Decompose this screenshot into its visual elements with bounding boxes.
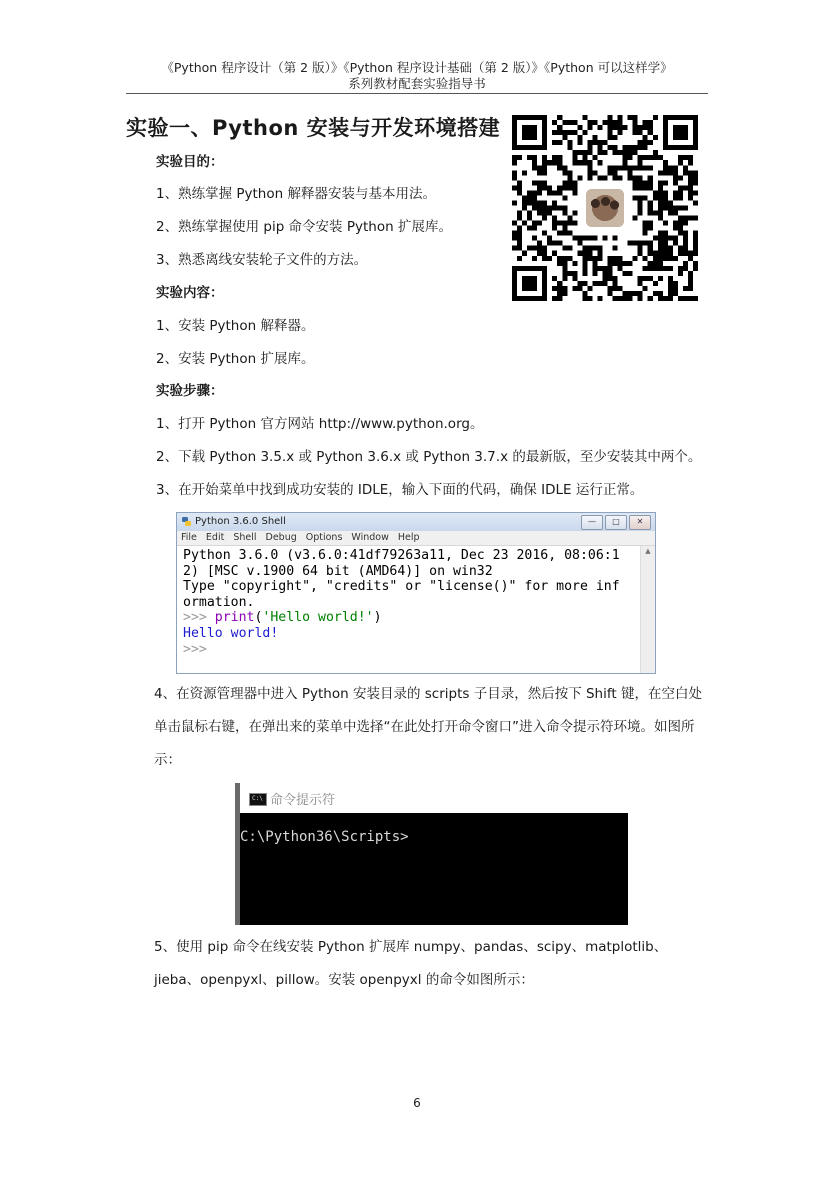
purpose-item-2: 2、熟练掌握使用 pip 命令安装 Python 扩展库。 — [156, 219, 452, 235]
step-5: 5、使用 pip 命令在线安装 Python 扩展库 numpy、pandas、scipy、matplotlib、jieba、openpyxl、pillow。安装 openpyxl 的命令如图所示： — [154, 939, 668, 988]
idle-window-title: Python 3.6.0 Shell — [195, 516, 286, 527]
idle-scrollbar[interactable] — [640, 546, 655, 673]
running-header — [0, 60, 834, 92]
python-icon — [181, 516, 192, 527]
cmd-window — [235, 783, 628, 925]
header-line-2: 系列教材配套实验指导书 — [348, 76, 486, 91]
cmd-window-title: 命令提示符 — [270, 793, 336, 808]
steps-label: 实验步骤： — [156, 383, 224, 399]
step-5-paragraph — [126, 931, 710, 997]
code-line — [183, 610, 641, 626]
idle-title-bar — [177, 513, 655, 531]
section-title: 实验一、Python 安装与开发环境搭建 — [126, 116, 501, 140]
step-2: 2、下载 Python 3.5.x 或 Python 3.6.x 或 Python 3.7.x 的最新版，至少安装其中两个。 — [156, 449, 702, 465]
content-item-1: 1、安装 Python 解释器。 — [156, 318, 315, 334]
header-line-1: 《Python 程序设计（第 2 版）》《Python 程序设计基础（第 2 版）》《Python 可以这样学》 — [161, 60, 673, 75]
cmd-icon — [249, 793, 267, 806]
cmd-title-bar — [235, 783, 628, 813]
step-4-paragraph — [126, 678, 710, 777]
menu-help[interactable]: Help — [397, 532, 420, 543]
purpose-item-3: 3、熟悉离线安装轮子文件的方法。 — [156, 252, 368, 268]
banner-line-1: Python 3.6.0 (v3.6.0:41df79263a11, Dec 23 2016, 08:06:1 — [183, 548, 620, 563]
banner-line-4: ormation. — [183, 594, 255, 610]
menu-window[interactable]: Window — [351, 532, 389, 543]
idle-shell-window — [176, 512, 656, 674]
content-label: 实验内容： — [156, 285, 224, 301]
shell-prompt-end: >>> — [183, 641, 207, 657]
step-1: 1、打开 Python 官方网站 http://www.python.org。 — [156, 416, 484, 432]
menu-edit[interactable]: Edit — [205, 532, 225, 543]
page-number: 6 — [413, 1096, 421, 1110]
menu-options[interactable]: Options — [305, 532, 343, 543]
step-3: 3、在开始菜单中找到成功安装的 IDLE，输入下面的代码，确保 IDLE 运行正常。 — [156, 482, 644, 498]
idle-shell-text[interactable] — [177, 546, 641, 673]
qr-code — [512, 114, 698, 302]
output-line: Hello world! — [183, 625, 279, 641]
banner-line-2: 2) [MSC v.1900 64 bit (AMD64)] on win32 — [183, 563, 493, 579]
minimize-button[interactable]: — — [581, 515, 603, 530]
banner-line-3: Type "copyright", "credits" or "license()" for more inf — [183, 579, 620, 595]
scroll-up-arrow-icon[interactable]: ▲ — [645, 547, 651, 555]
purpose-label: 实验目的： — [156, 154, 224, 170]
shell-prompt: >>> — [183, 610, 215, 626]
code-open-paren: ( — [254, 610, 263, 626]
cmd-prompt-line: C:\Python36\Scripts> — [240, 829, 409, 845]
cmd-icon-text: C:\ — [252, 795, 263, 802]
code-string: 'Hello world!' — [262, 610, 374, 626]
content-item-2: 2、安装 Python 扩展库。 — [156, 351, 315, 367]
header-rule — [126, 93, 708, 94]
close-button[interactable]: ✕ — [629, 515, 651, 530]
maximize-button[interactable]: □ — [605, 515, 627, 530]
code-function: print — [214, 610, 255, 626]
step-4: 4、在资源管理器中进入 Python 安装目录的 scripts 子目录，然后按下 Shift 键，在空白处单击鼠标右键，在弹出来的菜单中选择“在此处打开命令窗口”进入命令提示符环境。如图所示： — [154, 686, 702, 768]
menu-file[interactable]: File — [181, 532, 197, 543]
purpose-item-1: 1、熟练掌握 Python 解释器安装与基本用法。 — [156, 186, 436, 202]
cmd-console[interactable] — [235, 813, 628, 925]
code-close-paren: ) — [373, 610, 382, 626]
menu-debug[interactable]: Debug — [265, 532, 297, 543]
idle-menu-bar — [177, 531, 655, 546]
menu-shell[interactable]: Shell — [233, 532, 257, 543]
